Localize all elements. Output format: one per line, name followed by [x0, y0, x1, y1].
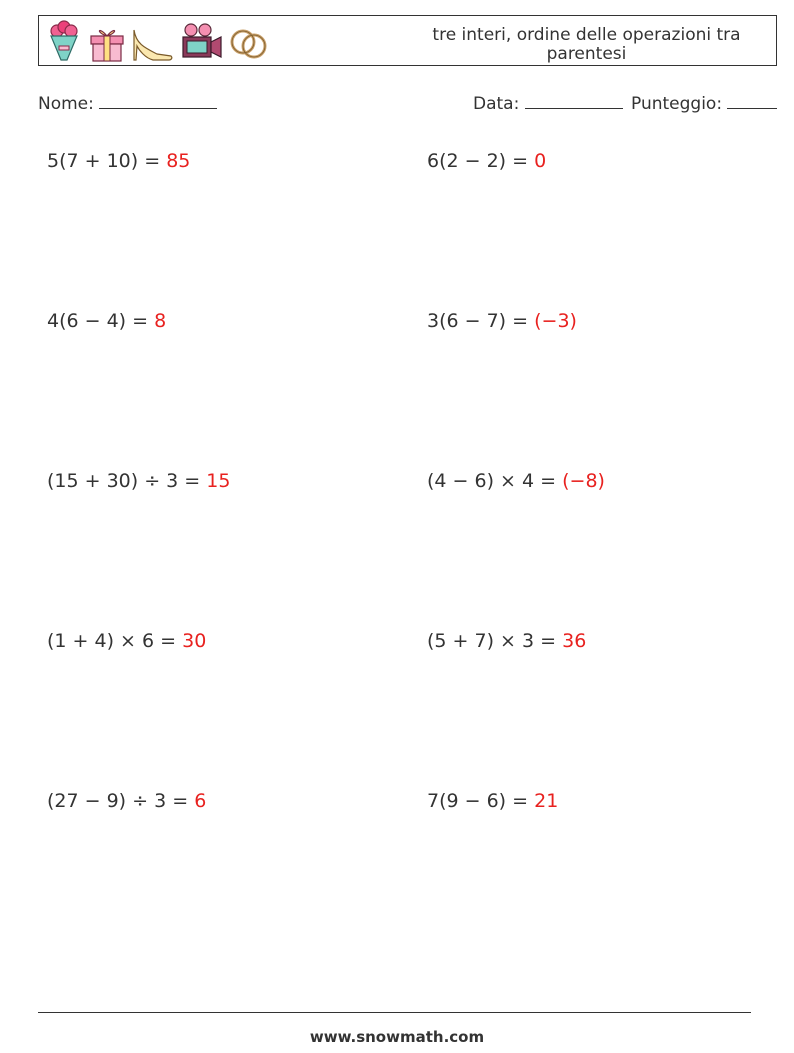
problem-answer: 6: [194, 790, 207, 812]
date-field: [473, 92, 623, 114]
problem-answer: (−3): [534, 310, 577, 332]
header-icons: [45, 20, 271, 64]
problem-answer: 8: [154, 310, 167, 332]
score-field: [631, 92, 777, 114]
date-label: Data:: [473, 94, 520, 114]
problem-expression: (1 + 4) × 6 =: [47, 630, 177, 652]
problem-answer: 30: [182, 630, 207, 652]
problem-expression: (5 + 7) × 3 =: [427, 630, 557, 652]
bouquet-icon: [45, 20, 83, 64]
problem-expression: 7(9 − 6) =: [427, 790, 529, 812]
name-field: [38, 92, 217, 114]
worksheet-header: [38, 15, 777, 66]
problem-expression: 3(6 − 7) =: [427, 310, 529, 332]
date-blank[interactable]: [525, 92, 623, 109]
problem-answer: 0: [534, 150, 547, 172]
problem-expression: (27 − 9) ÷ 3 =: [47, 790, 189, 812]
problem-9: [47, 790, 206, 812]
problem-10: [427, 790, 558, 812]
score-blank[interactable]: [727, 92, 777, 109]
footer-divider: [38, 1012, 751, 1013]
problem-expression: 5(7 + 10) =: [47, 150, 161, 172]
problem-expression: 4(6 − 4) =: [47, 310, 149, 332]
problem-7: [47, 630, 206, 652]
problem-5: [47, 470, 230, 492]
worksheet-title: tre interi, ordine delle operazioni tra parentesi: [432, 25, 741, 64]
problem-expression: (4 − 6) × 4 =: [427, 470, 557, 492]
problem-2: [427, 150, 546, 172]
gift-icon: [87, 20, 127, 64]
problem-expression: (15 + 30) ÷ 3 =: [47, 470, 201, 492]
problem-3: [47, 310, 166, 332]
problem-4: [427, 310, 577, 332]
problem-answer: 21: [534, 790, 559, 812]
problem-6: [427, 470, 605, 492]
name-blank[interactable]: [99, 92, 217, 109]
problem-1: [47, 150, 190, 172]
problem-answer: 85: [166, 150, 191, 172]
high-heel-icon: [131, 20, 175, 64]
score-label: Punteggio:: [631, 94, 723, 114]
problem-answer: 36: [562, 630, 587, 652]
wedding-rings-icon: [227, 20, 271, 64]
problem-answer: 15: [206, 470, 231, 492]
footer-url[interactable]: www.snowmath.com: [309, 1028, 485, 1046]
problem-answer: (−8): [562, 470, 605, 492]
problem-8: [427, 630, 586, 652]
problem-expression: 6(2 − 2) =: [427, 150, 529, 172]
name-label: Nome:: [38, 94, 94, 114]
video-camera-icon: [179, 20, 223, 64]
